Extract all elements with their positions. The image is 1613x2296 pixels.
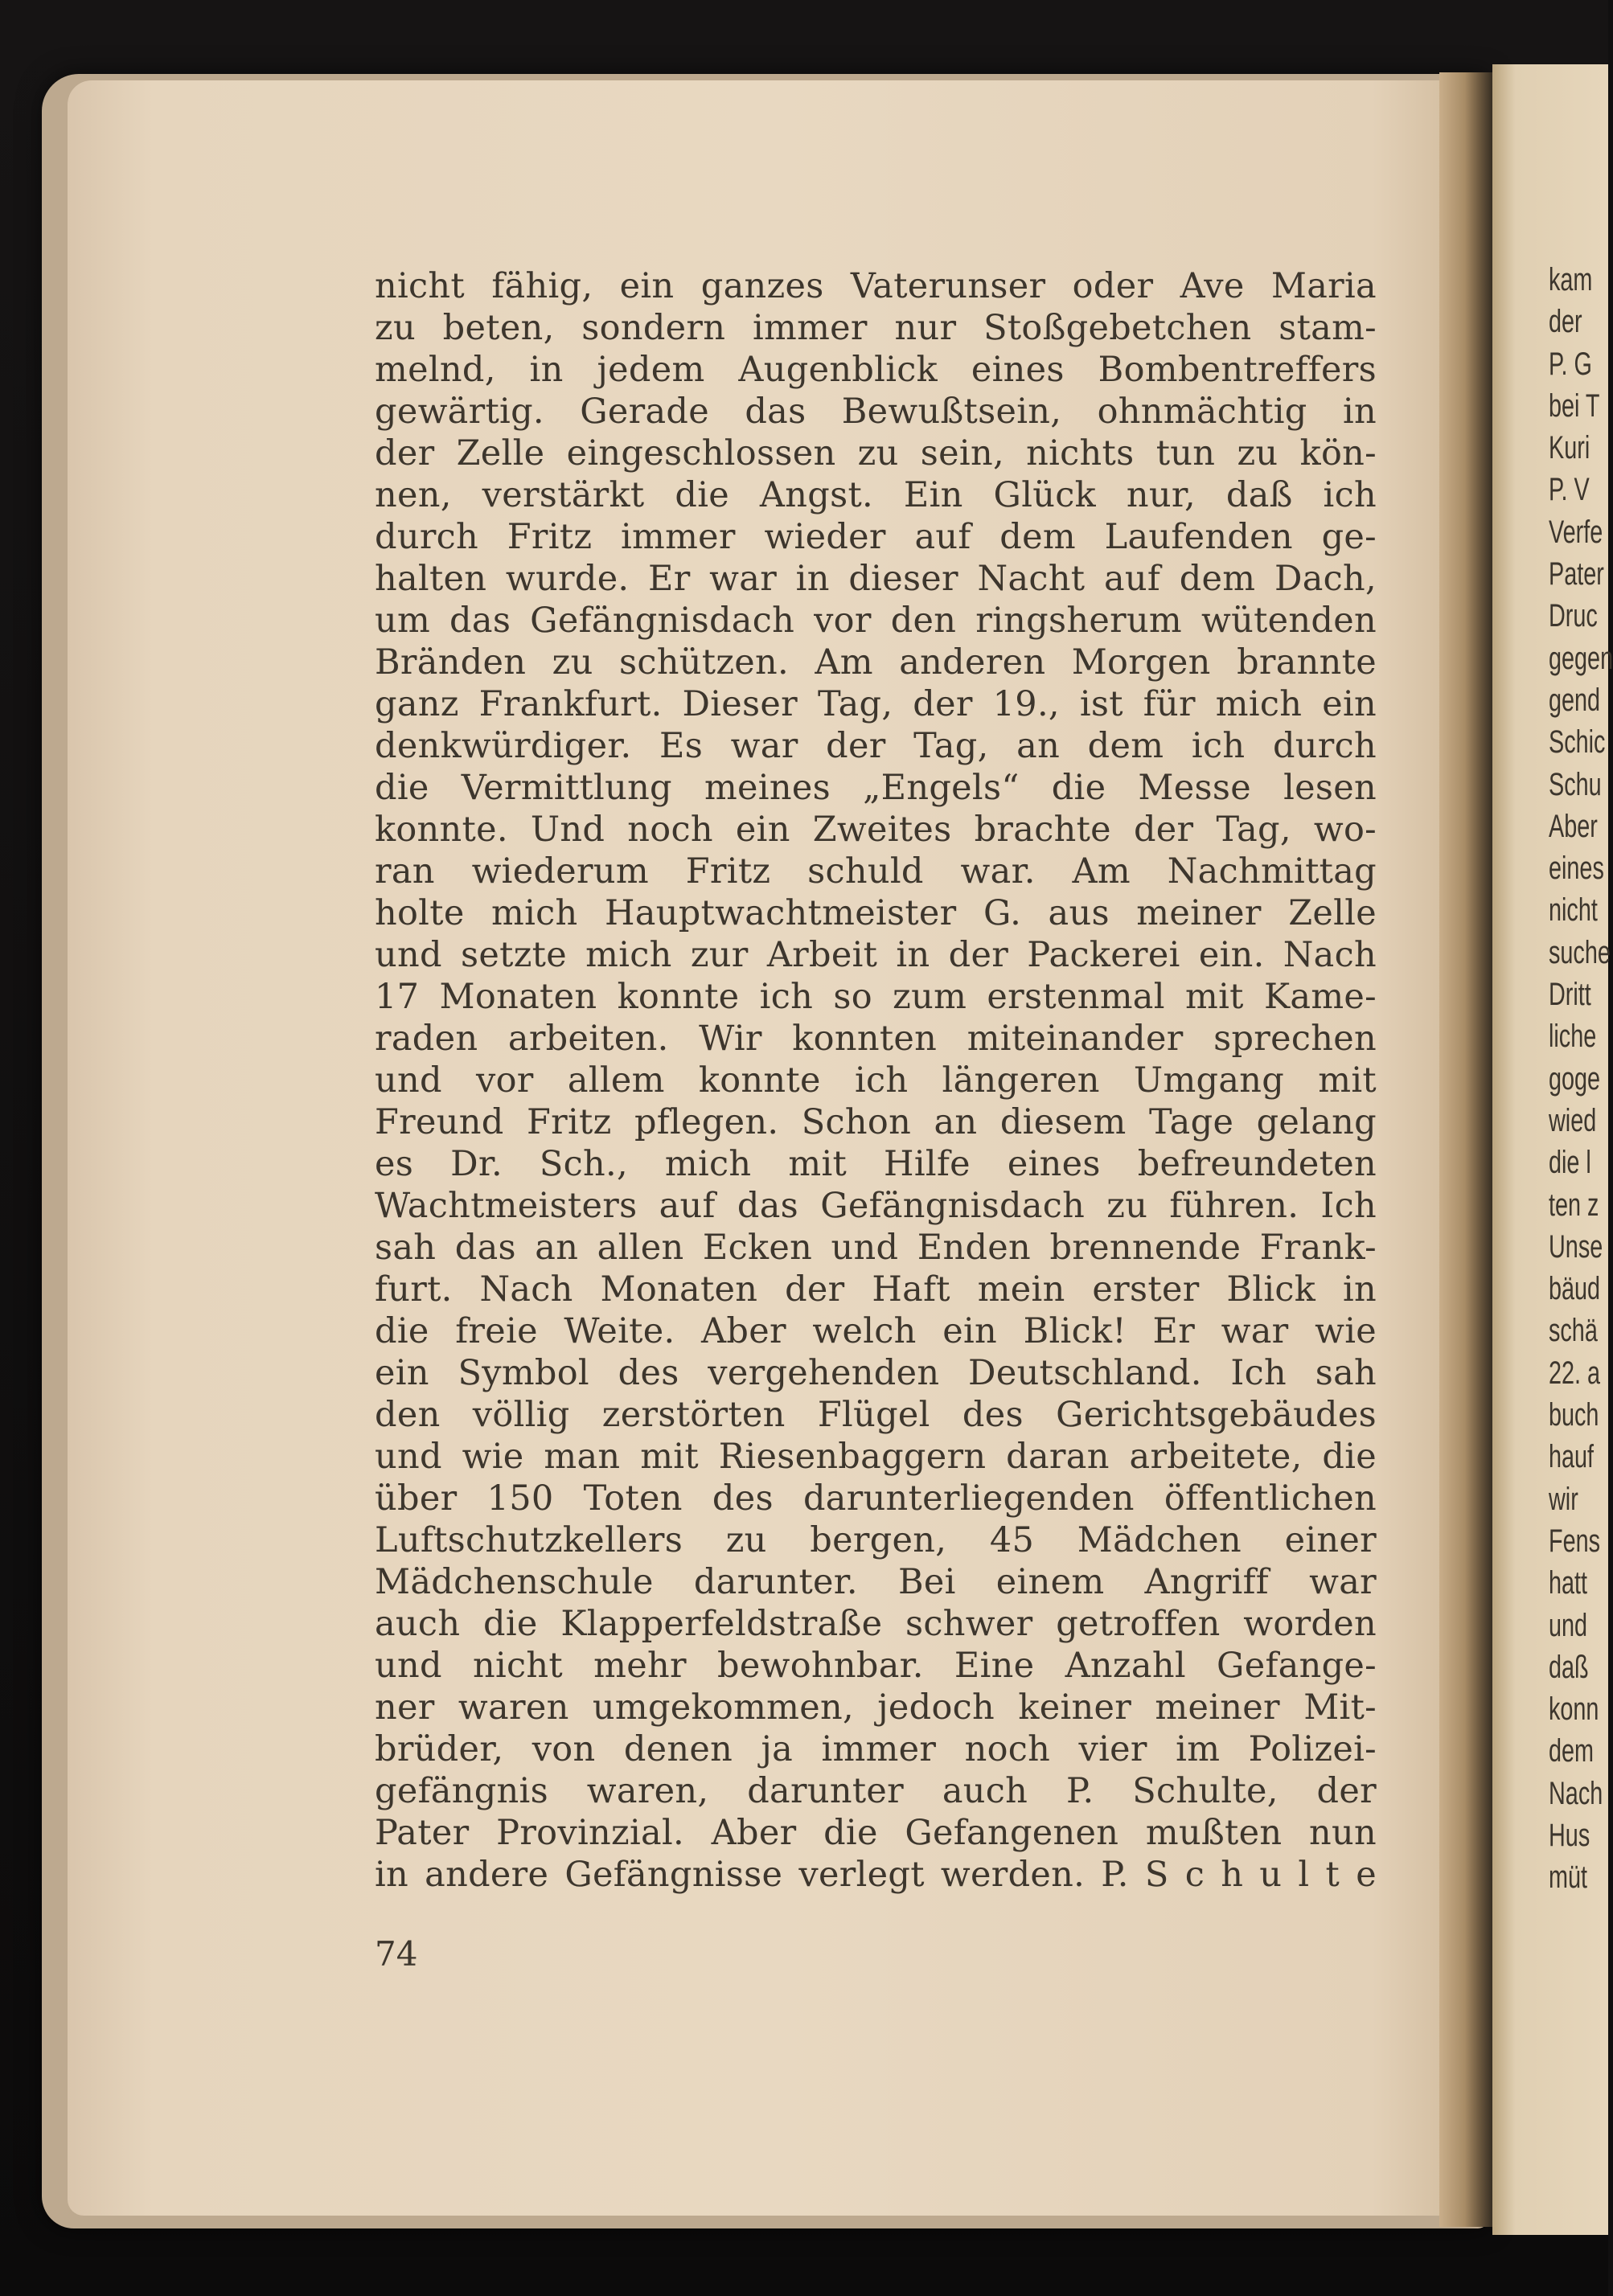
right-text-line: der [1549, 304, 1582, 340]
text-line: und wie man mit Riesenbaggern daran arbeitete, die [375, 1437, 1377, 1477]
right-text-line: hatt [1549, 1565, 1588, 1601]
right-page-text [1549, 259, 1613, 1899]
text-line: holte mich Hauptwachtmeister G. aus meiner Zelle [375, 893, 1377, 933]
text-line: nicht fähig, ein ganzes Vaterunser oder Ave Maria [375, 266, 1377, 306]
right-text-line: die l [1549, 1145, 1591, 1181]
text-line: es Dr. Sch., mich mit Hilfe eines befreundeten [375, 1144, 1377, 1184]
right-text-line: eines [1549, 851, 1604, 887]
text-line: über 150 Toten des darunterliegenden öffentlichen [375, 1478, 1377, 1519]
text-line: ganz Frankfurt. Dieser Tag, der 19., ist für mich ein [375, 684, 1377, 724]
text-line: nen, verstärkt die Angst. Ein Glück nur, daß ich [375, 475, 1377, 515]
right-text-line: Schic [1549, 724, 1606, 761]
text-line: und setzte mich zur Arbeit in der Packerei ein. Nach [375, 935, 1377, 975]
right-text-line: dem [1549, 1733, 1595, 1769]
right-text-line: Dritt [1549, 977, 1591, 1013]
right-text-line: ten z [1549, 1187, 1599, 1223]
right-text-line: hauf [1549, 1439, 1595, 1475]
right-text-line: wir [1549, 1481, 1578, 1517]
right-text-line: P. G [1549, 346, 1592, 382]
text-line: in andere Gefängnisse verlegt werden. P. S c h u l t e [375, 1855, 1377, 1895]
text-line: Wachtmeisters auf das Gefängnisdach zu führen. Ich [375, 1186, 1377, 1226]
text-line: ein Symbol des vergehenden Deutschland. Ich sah [375, 1353, 1377, 1393]
text-line: raden arbeiten. Wir konnten miteinander sprechen [375, 1019, 1377, 1059]
text-line: furt. Nach Monaten der Haft mein erster Blick in [375, 1269, 1377, 1310]
text-line: Luftschutzkellers zu bergen, 45 Mädchen einer [375, 1520, 1377, 1560]
text-line: konnte. Und noch ein Zweites brachte der Tag, wo- [375, 810, 1377, 850]
right-text-line: Nach [1549, 1775, 1603, 1811]
right-text-line: liche [1549, 1019, 1597, 1055]
right-text-line: daß [1549, 1649, 1589, 1685]
text-line: Pater Provinzial. Aber die Gefangenen mußten nun [375, 1813, 1377, 1853]
text-line: brüder, von denen ja immer noch vier im Polizei- [375, 1729, 1377, 1769]
right-text-line: Druc [1549, 598, 1598, 634]
right-text-line: Unse [1549, 1228, 1603, 1265]
right-text-line: Fens [1549, 1523, 1601, 1559]
text-line: sah das an allen Ecken und Enden brennende Frank- [375, 1228, 1377, 1268]
page-number: 74 [375, 1934, 418, 1974]
text-line: 17 Monaten konnte ich so zum erstenmal mit Kame- [375, 977, 1377, 1017]
right-text-line: wied [1549, 1102, 1597, 1138]
right-text-line: goge [1549, 1060, 1601, 1097]
right-text-line: buch [1549, 1397, 1599, 1433]
text-line: Bränden zu schützen. Am anderen Morgen brannte [375, 642, 1377, 683]
right-text-line: kam [1549, 262, 1593, 297]
text-line: Freund Fritz pflegen. Schon an diesem Tage gelang [375, 1102, 1377, 1142]
text-line: gewärtig. Gerade das Bewußtsein, ohnmächtig in [375, 392, 1377, 432]
right-text-line: bäud [1549, 1271, 1601, 1307]
right-text-line: suche [1549, 934, 1611, 970]
right-text-line: konn [1549, 1691, 1599, 1728]
text-line: und nicht mehr bewohnbar. Eine Anzahl Gefange- [375, 1646, 1377, 1686]
text-line: um das Gefängnisdach vor den ringsherum wütenden [375, 601, 1377, 641]
right-text-line: Pater [1549, 556, 1604, 592]
text-line: Mädchenschule darunter. Bei einem Angriff war [375, 1562, 1377, 1602]
right-text-line: Kuri [1549, 430, 1590, 466]
right-text-line: Hus [1549, 1817, 1590, 1853]
text-line: die Vermittlung meines „Engels“ die Messe lesen [375, 768, 1377, 808]
right-text-line: gegen [1549, 640, 1613, 676]
right-text-line: 22. a [1549, 1355, 1601, 1391]
book-gutter [1439, 72, 1496, 2227]
right-text-line: müt [1549, 1859, 1588, 1896]
page-body-text [375, 265, 1377, 1896]
text-line: zu beten, sondern immer nur Stoßgebetchen stam- [375, 308, 1377, 348]
text-line: ran wiederum Fritz schuld war. Am Nachmittag [375, 851, 1377, 892]
text-line: gefängnis waren, darunter auch P. Schulte, der [375, 1771, 1377, 1811]
text-line: die freie Weite. Aber welch ein Blick! Er war wie [375, 1311, 1377, 1351]
text-line: auch die Klapperfeldstraße schwer getroffen worden [375, 1604, 1377, 1644]
right-text-line: nicht [1549, 892, 1598, 929]
text-line: denkwürdiger. Es war der Tag, an dem ich durch [375, 726, 1377, 766]
text-line: durch Fritz immer wieder auf dem Laufenden ge- [375, 517, 1377, 557]
right-text-line: schä [1549, 1313, 1598, 1349]
text-line: der Zelle eingeschlossen zu sein, nichts tun zu kön- [375, 433, 1377, 474]
right-text-line: gend [1549, 682, 1601, 718]
right-text-line: bei T [1549, 387, 1600, 424]
right-text-line: Verfe [1549, 514, 1603, 550]
right-text-line: P. V [1549, 472, 1590, 508]
right-text-line: und [1549, 1607, 1588, 1643]
text-line: melnd, in jedem Augenblick eines Bombentreffers [375, 350, 1377, 390]
text-line: den völlig zerstörten Flügel des Gerichtsgebäudes [375, 1395, 1377, 1435]
right-text-line: Aber [1549, 808, 1598, 844]
text-line: halten wurde. Er war in dieser Nacht auf dem Dach, [375, 559, 1377, 599]
right-text-line: Schu [1549, 766, 1602, 802]
text-line: ner waren umgekommen, jedoch keiner meiner Mit- [375, 1687, 1377, 1728]
text-line: und vor allem konnte ich längeren Umgang mit [375, 1060, 1377, 1101]
